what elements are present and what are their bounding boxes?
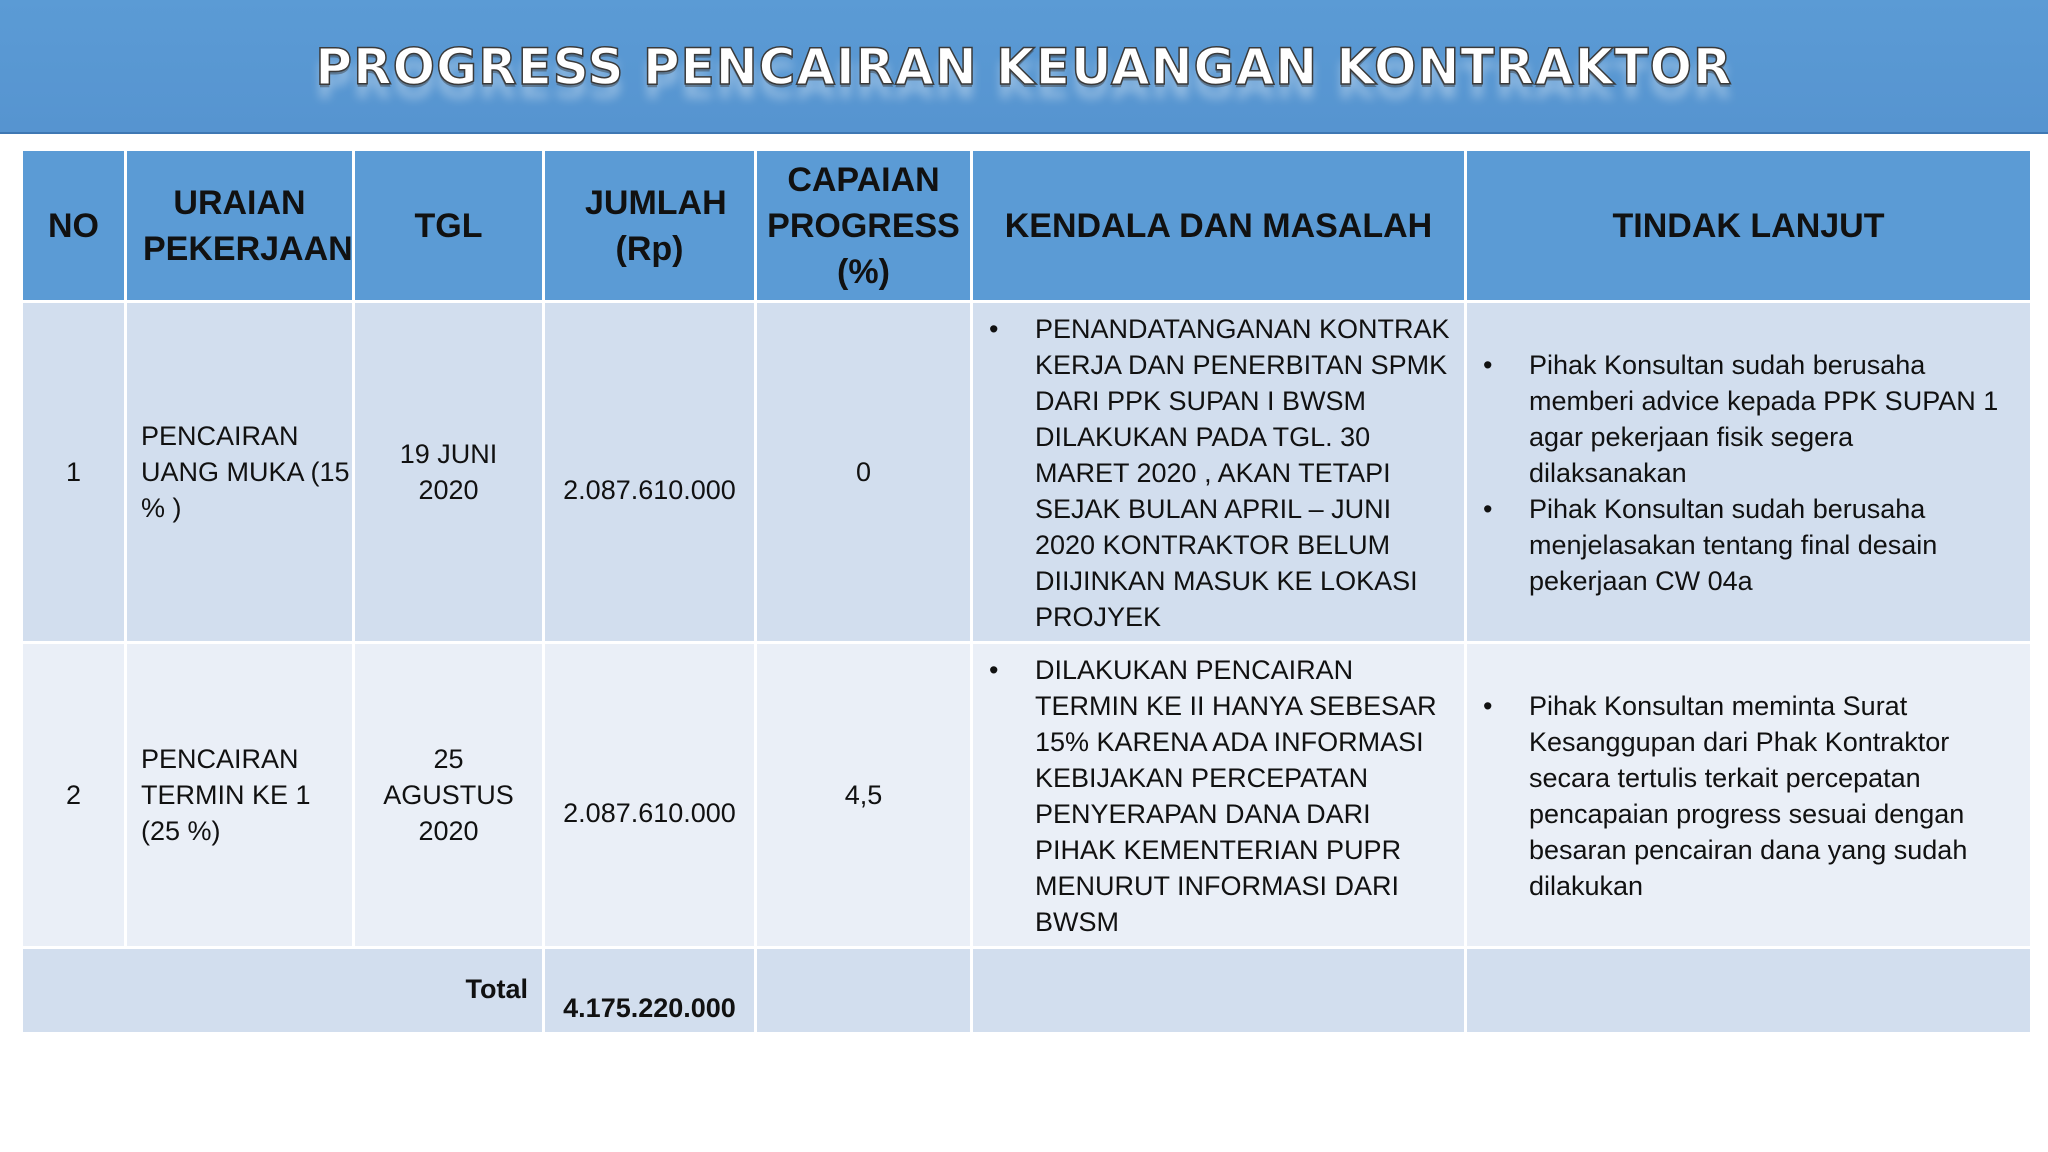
tindak-list [1479,688,2018,904]
bullet-icon: • [1483,691,1493,721]
cell-no: 2 [22,643,126,948]
list-item-text: PENANDATANGANAN KONTRAK KERJA DAN PENERBITAN SPMK DARI PPK SUPAN I BWSM DILAKUKAN PADA TGL. 30 MARET 2020 , AKAN TETAPI SEJAK BULAN APRIL – JUNI 2020 KONTRAKTOR BELUM DIIJINKAN MASUK KE LOKASI PROJYEK [1035,314,1450,632]
cell-jumlah: 2.087.610.000 [544,302,756,643]
list-item [985,652,1452,940]
progress-table [20,148,2033,1035]
total-value: 4.175.220.000 [544,948,756,1034]
cell-kendala [972,643,1466,948]
kendala-list [985,311,1452,635]
header-no: NO [22,150,126,302]
cell-jumlah: 2.087.610.000 [544,643,756,948]
header-capaian: CAPAIAN PROGRESS (%) [756,150,972,302]
header-kendala: KENDALA DAN MASALAH [972,150,1466,302]
tindak-list [1479,347,2018,599]
cell-empty [1466,948,2032,1034]
cell-tgl: 25 AGUSTUS 2020 [354,643,544,948]
list-item-text: Pihak Konsultan sudah berusaha menjelasakan tentang final desain pekerjaan CW 04a [1529,494,1938,596]
list-item [985,311,1452,635]
list-item-text: Pihak Konsultan meminta Surat Kesanggupan dari Phak Kontraktor secara tertulis terkait percepatan pencapaian progress sesuai dengan besaran pencairan dana yang sudah dilakukan [1529,691,1968,901]
list-item [1479,491,2018,599]
list-item [1479,347,2018,491]
list-item-text: Pihak Konsultan sudah berusaha memberi advice kepada PPK SUPAN 1 agar pekerjaan fisik segera dilaksanakan [1529,350,1999,488]
table-header-row [22,150,2032,302]
table-row [22,302,2032,643]
cell-capaian: 4,5 [756,643,972,948]
cell-capaian: 0 [756,302,972,643]
header-jumlah: JUMLAH (Rp) [544,150,756,302]
header-uraian: URAIAN PEKERJAAN [126,150,354,302]
bullet-icon: • [989,314,999,344]
bullet-icon: • [1483,494,1493,524]
bullet-icon: • [1483,350,1493,380]
cell-no: 1 [22,302,126,643]
header-tindak: TINDAK LANJUT [1466,150,2032,302]
table-total-row [22,948,2032,1034]
bullet-icon: • [989,655,999,685]
total-label: Total [22,948,544,1034]
list-item [1479,688,2018,904]
cell-tindak [1466,302,2032,643]
cell-tgl: 19 JUNI 2020 [354,302,544,643]
slide-title: PROGRESS PENCAIRAN KEUANGAN KONTRAKTOR [315,38,1733,96]
table-row [22,643,2032,948]
cell-empty [756,948,972,1034]
title-banner [0,0,2048,134]
list-item-text: DILAKUKAN PENCAIRAN TERMIN KE II HANYA SEBESAR 15% KARENA ADA INFORMASI KEBIJAKAN PERCEPATAN PENYERAPAN DANA DARI PIHAK KEMENTERIAN PUPR MENURUT INFORMASI DARI BWSM [1035,655,1437,937]
cell-uraian: PENCAIRAN UANG MUKA (15 % ) [126,302,354,643]
header-tgl: TGL [354,150,544,302]
cell-uraian: PENCAIRAN TERMIN KE 1 (25 %) [126,643,354,948]
cell-tindak [1466,643,2032,948]
cell-empty [972,948,1466,1034]
kendala-list [985,652,1452,940]
cell-kendala [972,302,1466,643]
